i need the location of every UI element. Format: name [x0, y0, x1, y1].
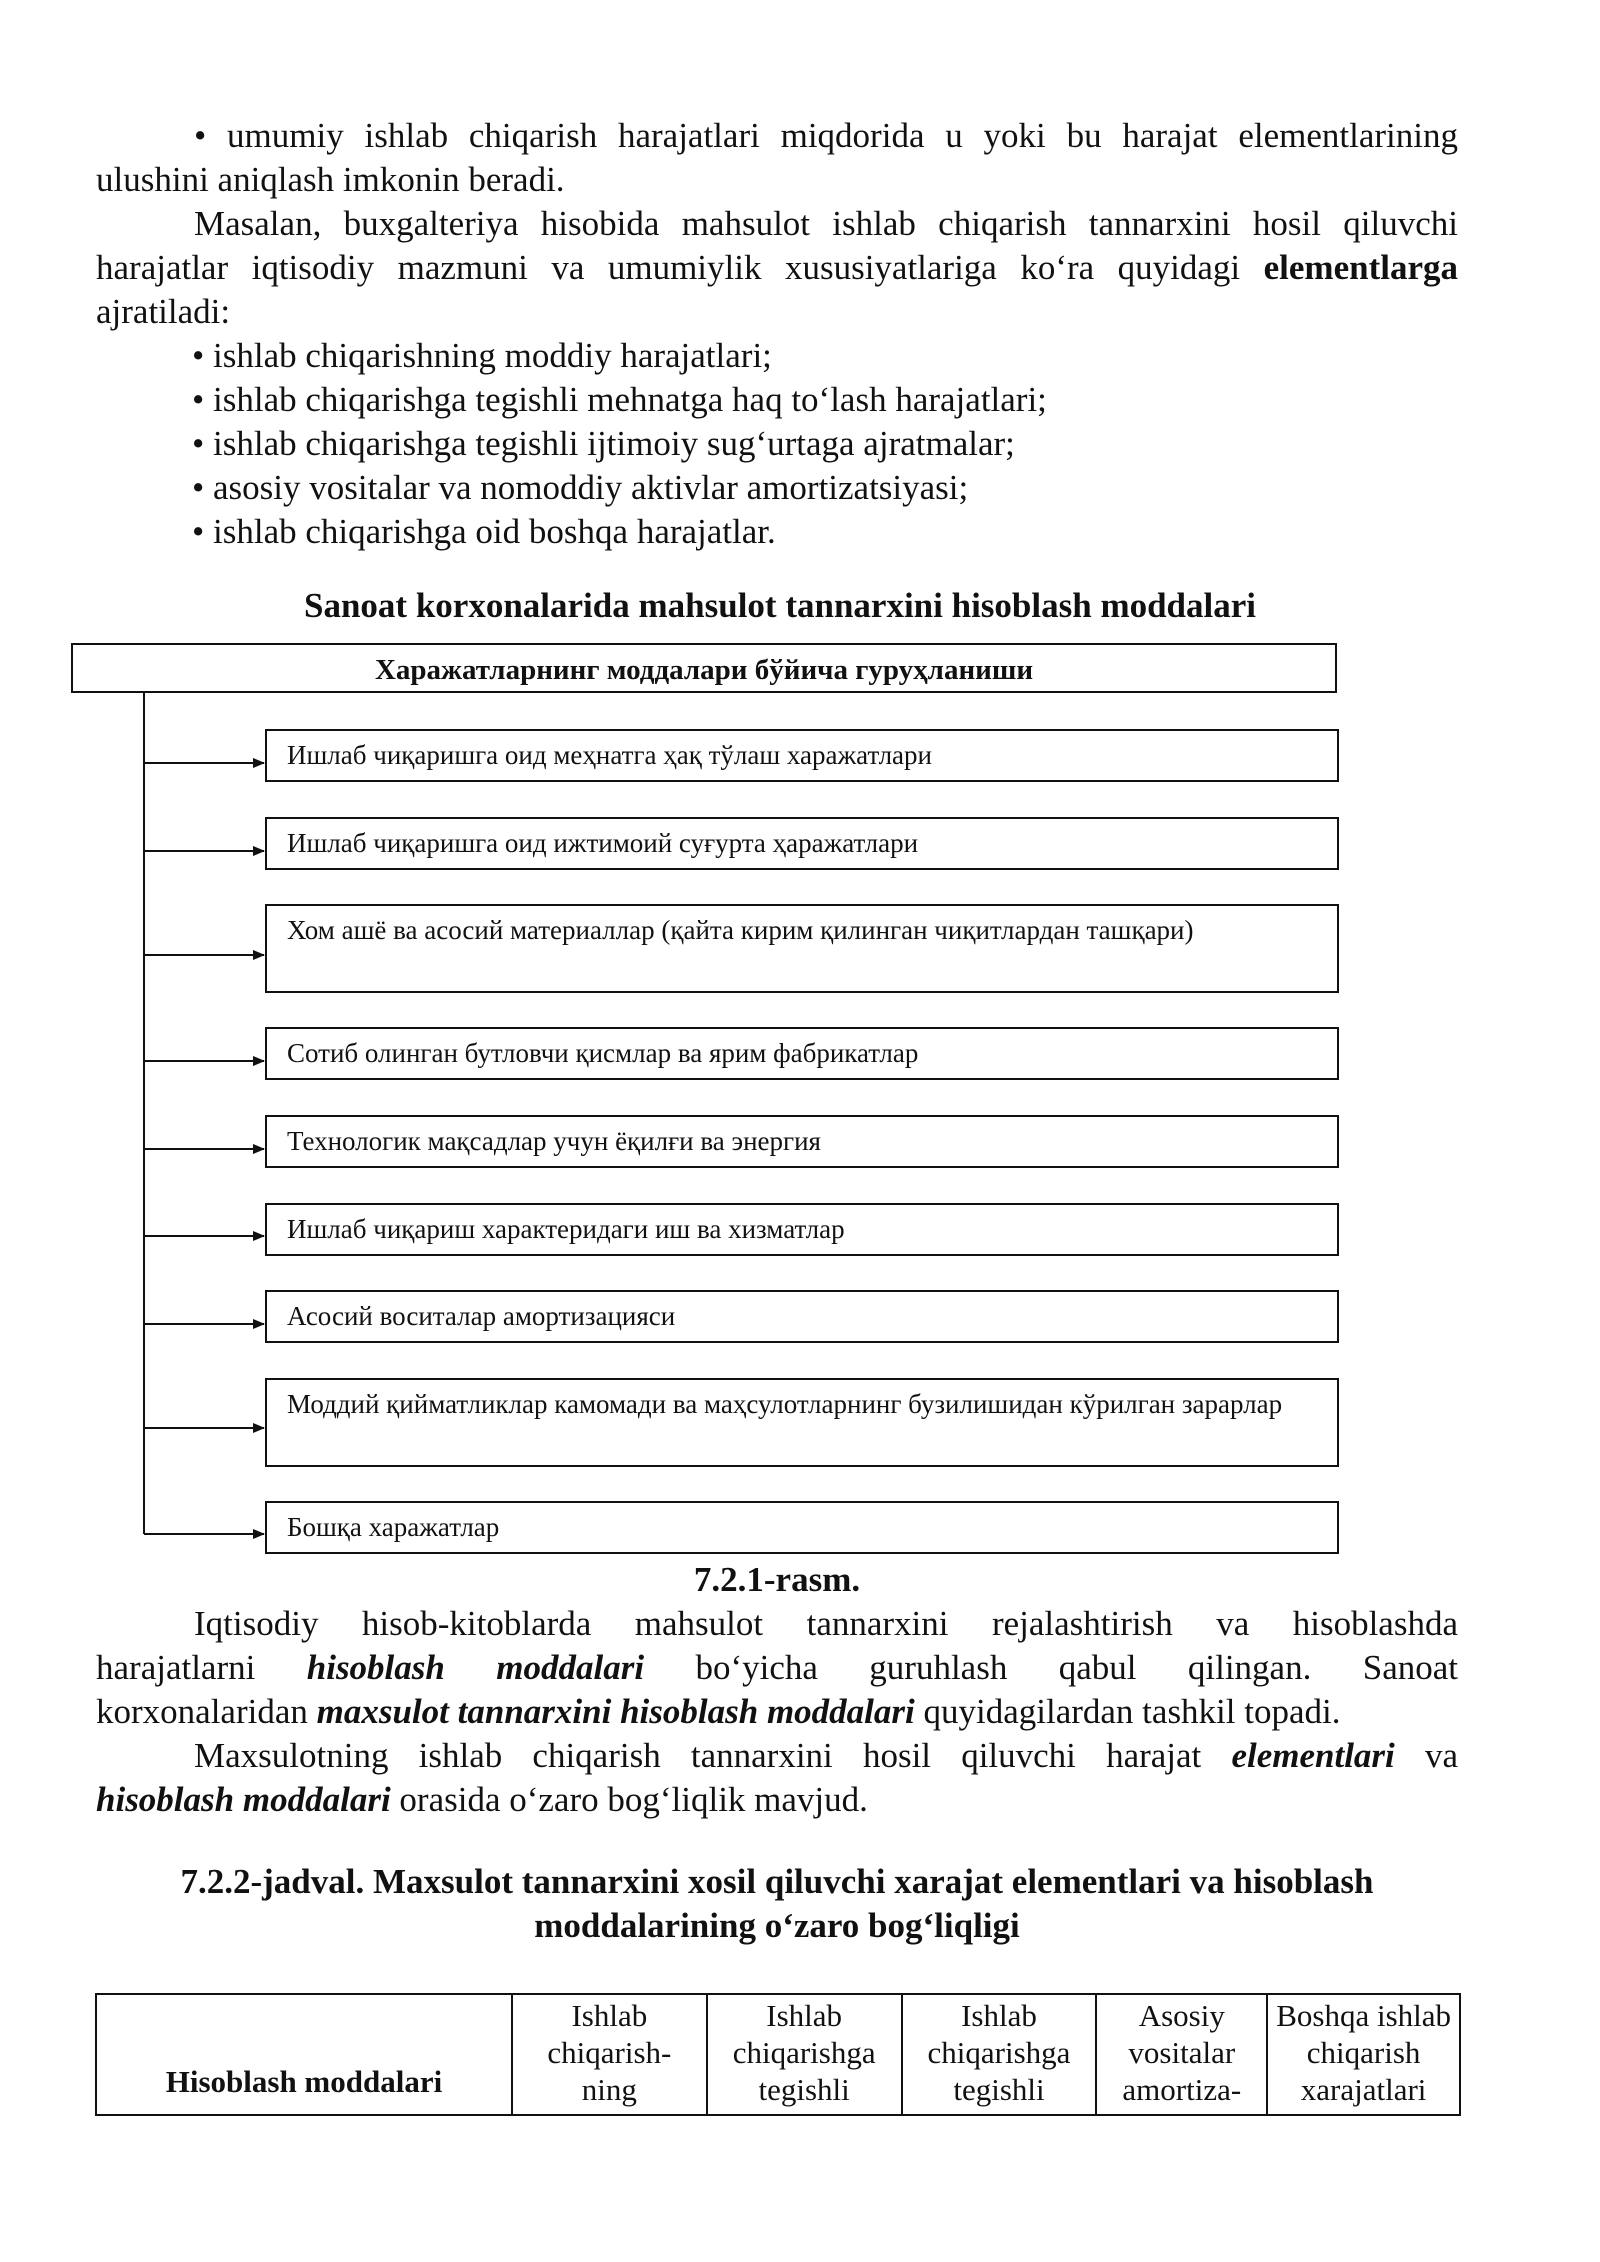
intro-bullet	[96, 114, 1458, 202]
hisoblash-moddalari-term-2: hisoblash moddalari	[96, 1780, 391, 1819]
intro-para-line2	[96, 246, 1458, 290]
header-col-3-l2: chiqarishga	[732, 2035, 876, 2070]
element-bullet-2: • ishlab chiqarishga tegishli mehnatga haq to‘lash harajatlari;	[192, 380, 1047, 419]
body-p1-line2	[96, 1646, 1458, 1690]
table-header-row	[96, 1994, 1460, 2115]
diagram-item-4: Сотиб олинган бутловчи қисмлар ва ярим фабрикатлар	[265, 1027, 1339, 1080]
header-col-5-l1: Asosiy	[1138, 1998, 1225, 2033]
diagram-item-8: Моддий қийматликлар камомади ва маҳсулотларнинг бузилишидан кўрилган зарарлар	[265, 1378, 1339, 1467]
body-paragraph-2	[96, 1734, 1458, 1822]
header-col-3-l1: Ishlab	[766, 1998, 843, 2033]
diagram-item-2: Ишлаб чиқаришга оид ижтимоий суғурта ҳаражатлари	[265, 817, 1339, 870]
diagram-title: Sanoat korxonalarida mahsulot tannarxini hisoblash moddalari	[303, 586, 1257, 625]
body-p2-line2	[96, 1780, 868, 1819]
element-bullet-1: • ishlab chiqarishning moddiy harajatlari;	[192, 336, 772, 375]
header-col-6-l1: Boshqa ishlab	[1276, 1998, 1452, 2033]
intro-para-line1: Masalan, buxgalteriya hisobida mahsulot ishlab chiqarish tannarxini hosil qiluvchi	[194, 204, 1458, 243]
header-col-2-l2: chiqarish-	[547, 2035, 672, 2070]
body-paragraph-1	[96, 1602, 1458, 1734]
figure-caption: 7.2.1-rasm.	[693, 1560, 861, 1599]
diagram-item-9: Бошқа харажатлар	[265, 1501, 1339, 1554]
hisoblash-moddalari-term: hisoblash moddalari	[306, 1648, 645, 1687]
header-col-6-l3: xarajatlari	[1300, 2072, 1427, 2107]
diagram-header-box: Харажатларнинг моддалари бўйича гуруҳланиши	[71, 643, 1337, 693]
element-bullet-3: • ishlab chiqarishga tegishli ijtimoiy sug‘urtaga ajratmalar;	[192, 424, 1015, 463]
diagram-item-1: Ишлаб чиқаришга оид меҳнатга ҳақ тўлаш харажатлари	[265, 729, 1339, 782]
diagram-item-3: Хом ашё ва асосий материаллар (қайта кирим қилинган чиқитлардан ташқари)	[265, 904, 1339, 993]
body-p1-line2-b: bo‘yicha guruhlash qabul qilingan. Sanoat	[644, 1648, 1458, 1687]
header-col-6-l2: chiqarish	[1306, 2035, 1421, 2070]
header-col-5	[1096, 1994, 1267, 2115]
header-col-2	[512, 1994, 707, 2115]
header-col-5-l2: vositalar	[1128, 2035, 1236, 2070]
header-col-3-l3: tegishli	[758, 2072, 850, 2107]
table-title	[96, 1860, 1458, 1948]
body-p1-line3-a: korxonalaridan	[96, 1692, 317, 1731]
intro-bullet-line1: • umumiy ishlab chiqarish harajatlari miqdorida u yoki bu harajat elementlarining	[194, 116, 1458, 155]
element-bullet-4: • asosiy vositalar va nomoddiy aktivlar amortizatsiyasi;	[192, 468, 969, 507]
intro-para-line2-text: harajatlar iqtisodiy mazmuni va umumiylik xususiyatlariga ko‘ra quyidagi	[96, 248, 1264, 287]
intro-paragraph	[96, 202, 1458, 334]
intro-bullet-line2: ulushini aniqlash imkonin beradi.	[96, 160, 565, 199]
body-p1-line1: Iqtisodiy hisob-kitoblarda mahsulot tannarxini rejalashtirish va hisoblashda	[194, 1604, 1458, 1643]
body-p1-line3-b: quyidagilardan tashkil topadi.	[914, 1692, 1341, 1731]
table-title-line2: moddalarining o‘zaro bog‘liqligi	[534, 1906, 1020, 1945]
diagram-item-5: Технологик мақсадлар учун ёқилғи ва энергия	[265, 1115, 1339, 1168]
body-p2-line1	[96, 1734, 1458, 1778]
body-p2-line1-a: Maxsulotning ishlab chiqarish tannarxini hosil qiluvchi harajat	[194, 1736, 1232, 1775]
body-p1-line3	[96, 1692, 1341, 1731]
body-p2-line2-b: orasida o‘zaro bog‘liqlik mavjud.	[390, 1780, 868, 1819]
header-col-2-l1: Ishlab	[571, 1998, 648, 2033]
header-col-4	[902, 1994, 1097, 2115]
maxsulot-tannarxini-term: maxsulot tannarxini hisoblash moddalari	[316, 1692, 915, 1731]
elementlari-term: elementlari	[1231, 1736, 1395, 1775]
element-bullet-5: • ishlab chiqarishga oid boshqa harajatlar.	[192, 512, 776, 551]
elementlarga-term: elementlarga	[1263, 248, 1458, 287]
header-col-3	[707, 1994, 902, 2115]
header-col-4-l1: Ishlab	[961, 1998, 1037, 2033]
intro-para-line3: ajratiladi:	[96, 292, 231, 331]
header-col-4-l2: chiqarishga	[927, 2035, 1071, 2070]
header-col-2-l3: ning	[581, 2072, 637, 2107]
cost-table	[95, 1993, 1461, 2116]
table-title-line1: 7.2.2-jadval. Maxsulot tannarxini xosil qiluvchi xarajat elementlari va hisoblash	[180, 1862, 1374, 1901]
body-p2-line1-b: va	[1394, 1736, 1458, 1775]
header-col-4-l3: tegishli	[953, 2072, 1045, 2107]
diagram-item-7: Асосий воситалар амортизацияси	[265, 1290, 1339, 1343]
diagram-item-6: Ишлаб чиқариш характеридаги иш ва хизматлар	[265, 1203, 1339, 1256]
header-hisoblash-moddalari: Hisoblash moddalari	[96, 1994, 512, 2115]
body-p1-line2-a: harajatlarni	[96, 1648, 307, 1687]
header-col-5-l3: amortiza-	[1122, 2072, 1242, 2107]
header-col-6	[1267, 1994, 1460, 2115]
